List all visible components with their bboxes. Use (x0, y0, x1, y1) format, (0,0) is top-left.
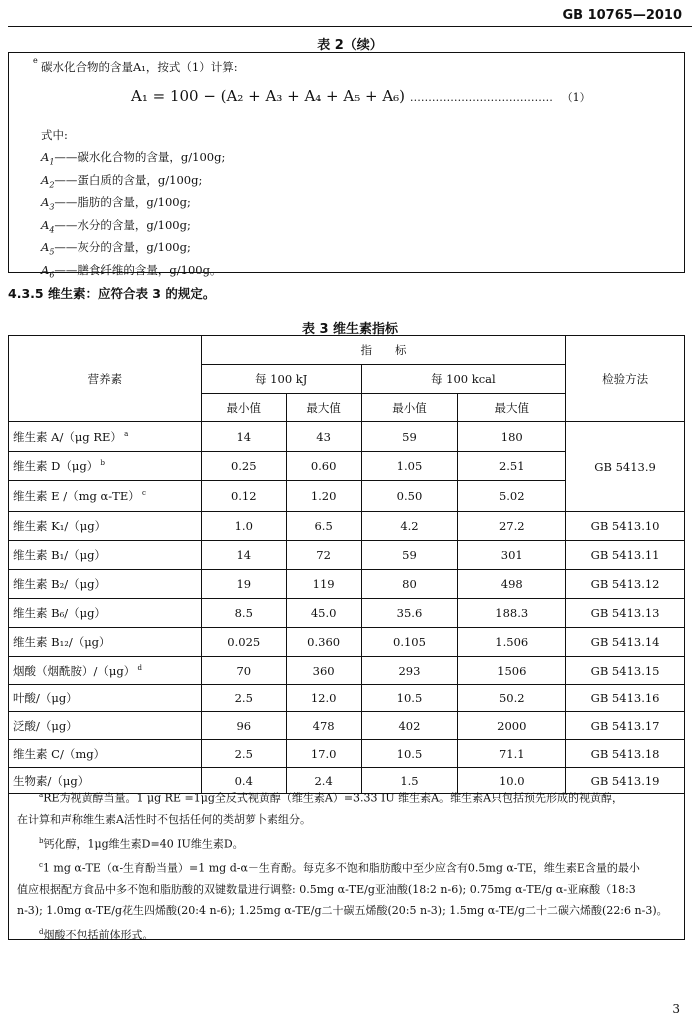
kj-min-value: 96 (201, 712, 286, 740)
test-method: GB 5413.17 (566, 712, 685, 740)
kcal-min-value: 59 (361, 422, 458, 452)
test-method: GB 5413.9 (566, 422, 685, 512)
kcal-max-value: 2000 (458, 712, 566, 740)
kcal-min-value: 10.5 (361, 685, 458, 712)
kj-max-value: 0.60 (286, 452, 361, 481)
footnote-line (17, 855, 680, 879)
variable-subscript: 6 (49, 269, 55, 279)
footnote-text: 钙化醇，1μg维生素D=40 IU维生素D。 (43, 837, 244, 851)
footnote-ref: a (121, 429, 129, 438)
table-row (9, 628, 685, 657)
variable-description: ——膳食纤维的含量，g/100g。 (54, 262, 222, 277)
footnote-mark: a (39, 791, 44, 799)
kcal-max-value: 50.2 (458, 685, 566, 712)
kj-min-value: 0.25 (201, 452, 286, 481)
kj-min-value: 2.5 (201, 740, 286, 768)
kcal-max-value: 180 (458, 422, 566, 452)
test-method: GB 5413.15 (566, 657, 685, 685)
footnote-line (17, 879, 680, 901)
vitamin-table (8, 335, 685, 794)
footnote-text: 值应根据配方食品中多不饱和脂肪酸的双键数量进行调整: 0.5mg α-TE/g亚油酸(18:2 n-6); 0.75mg α-TE/g α-亚麻酸（18:3 (17, 882, 636, 896)
kcal-min-value: 0.105 (361, 628, 458, 657)
variable-description: ——碳水化合物的含量，g/100g; (54, 150, 226, 164)
variable-definition (41, 217, 191, 234)
nutrient-name: 维生素 K₁/（μg） (9, 512, 202, 541)
variable-symbol: A (41, 150, 50, 164)
variable-description: ——灰分的含量，g/100g; (54, 240, 191, 254)
kcal-min-value: 80 (361, 570, 458, 599)
header-method: 检验方法 (566, 336, 685, 422)
test-method: GB 5413.19 (566, 768, 685, 794)
kj-min-value: 0.12 (201, 481, 286, 512)
kj-min-value: 8.5 (201, 599, 286, 628)
kj-min-value: 14 (201, 541, 286, 570)
variable-symbol: A (41, 262, 50, 277)
nutrient-name: 维生素 D（μg） $^b$ (9, 452, 202, 481)
kcal-min-value: 10.5 (361, 740, 458, 768)
kj-max-value: 2.4 (286, 768, 361, 794)
variable-subscript: 3 (49, 202, 55, 212)
nutrient-name: 烟酸（烟酰胺）/（μg） $^d$ (9, 657, 202, 685)
nutrient-name: 生物素/（μg） (9, 768, 202, 794)
kcal-min-value: 293 (361, 657, 458, 685)
footnote-text: 1 mg α-TE（α-生育酚当量）=1 mg d-α－生育酚。每克多不饱和脂肪酸中至少应含有0.5mg α-TE，维生素E含量的最小 (42, 861, 640, 875)
kj-min-value: 19 (201, 570, 286, 599)
kj-min-value: 1.0 (201, 512, 286, 541)
footnote-text: RE为视黄醇当量。1 μg RE =1μg全反式视黄醇（维生素A）=3.33 IU 维生素A。维生素A只包括预先形成的视黄醇， (43, 791, 624, 805)
kcal-min-value: 1.5 (361, 768, 458, 794)
footnote-line (17, 922, 680, 946)
kcal-min-value: 1.05 (361, 452, 458, 481)
kcal-max-value: 1.506 (458, 628, 566, 657)
footnote-marker: e (33, 56, 38, 65)
kcal-max-value: 301 (458, 541, 566, 570)
formula-leader-dots: ………………………………… (409, 91, 553, 104)
variable-description: ——水分的含量，g/100g; (54, 217, 191, 232)
kj-min-value: 2.5 (201, 685, 286, 712)
test-method: GB 5413.18 (566, 740, 685, 768)
variable-description: ——蛋白质的含量，g/100g; (54, 172, 203, 187)
nutrient-name: 泛酸/（μg） (9, 712, 202, 740)
kj-max-value: 72 (286, 541, 361, 570)
where-label: 式中: (41, 128, 68, 142)
footnote-text: 在计算和声称维生素A活性时不包括任何的类胡萝卜素组分。 (17, 813, 311, 827)
page-number: 3 (672, 1002, 680, 1016)
variable-definition (41, 262, 221, 279)
footnote-mark: c (39, 860, 43, 869)
test-method: GB 5413.14 (566, 628, 685, 657)
table-row (9, 541, 685, 570)
table-row (9, 657, 685, 685)
nutrient-name: 维生素 B₂/（μg） (9, 570, 202, 599)
footnote-line (17, 831, 680, 855)
header-rule (8, 26, 692, 27)
kcal-min-value: 59 (361, 541, 458, 570)
header-nutrient: 营养素 (9, 336, 202, 422)
header-indicator: 指 标 (201, 336, 565, 365)
variable-subscript: 2 (49, 179, 55, 189)
kj-max-value: 12.0 (286, 685, 361, 712)
test-method: GB 5413.12 (566, 570, 685, 599)
kj-max-value: 0.360 (286, 628, 361, 657)
kcal-max-value: 71.1 (458, 740, 566, 768)
footnote-line (17, 900, 680, 922)
kcal-min-value: 0.50 (361, 481, 458, 512)
footnote-line (17, 785, 680, 809)
header-per-100kcal: 每 100 kcal (361, 365, 566, 394)
variable-subscript: 1 (49, 157, 55, 167)
test-method: GB 5413.10 (566, 512, 685, 541)
nutrient-name: 维生素 A/（μg RE） $^a$ (9, 422, 202, 452)
footnote-line (17, 809, 680, 831)
test-method: GB 5413.13 (566, 599, 685, 628)
table2-title: 表 2（续） (317, 38, 383, 53)
kcal-max-value: 188.3 (458, 599, 566, 628)
footnote-ref: c (139, 489, 146, 498)
variable-description: ——脂肪的含量，g/100g; (54, 195, 191, 209)
variable-subscript: 5 (49, 247, 55, 257)
kcal-max-value: 27.2 (458, 512, 566, 541)
formula-number: （1） (561, 91, 591, 104)
kcal-min-value: 402 (361, 712, 458, 740)
kj-max-value: 1.20 (286, 481, 361, 512)
footnote-ref: d (135, 663, 142, 672)
table-row (9, 570, 685, 599)
kj-max-value: 45.0 (286, 599, 361, 628)
variable-symbol: A (41, 240, 50, 254)
footnote-ref: b (98, 459, 105, 468)
variable-definition (41, 239, 191, 256)
footnote-text: n-3); 1.0mg α-TE/g花生四烯酸(20:4 n-6); 1.25mg α-TE/g二十碳五烯酸(20:5 n-3); 1.5mg α-TE/g二十二碳六烯酸(22:6 n-3)。 (17, 904, 668, 918)
table-row (9, 712, 685, 740)
variable-definition (41, 149, 225, 166)
kcal-max-value: 1506 (458, 657, 566, 685)
kj-max-value: 17.0 (286, 740, 361, 768)
nutrient-name: 维生素 B₁₂/（μg） (9, 628, 202, 657)
footnote-mark: d (39, 927, 44, 936)
kj-min-value: 14 (201, 422, 286, 452)
table-row (9, 740, 685, 768)
nutrient-name: 维生素 C/（mg） (9, 740, 202, 768)
kj-min-value: 0.025 (201, 628, 286, 657)
variable-symbol: A (41, 195, 50, 209)
footnote-text: 烟酸不包括前体形式。 (43, 928, 154, 942)
header-kcal-max: 最大值 (458, 394, 566, 422)
carbohydrate-formula (131, 87, 591, 105)
test-method: GB 5413.16 (566, 685, 685, 712)
nutrient-name: 维生素 E /（mg α-TE） $^c$ (9, 481, 202, 512)
nutrient-name: 叶酸/（μg） (9, 685, 202, 712)
variable-symbol: A (41, 217, 50, 232)
kcal-min-value: 35.6 (361, 599, 458, 628)
standard-id: GB 10765—2010 (562, 8, 682, 23)
kj-max-value: 43 (286, 422, 361, 452)
kj-max-value: 6.5 (286, 512, 361, 541)
kj-max-value: 478 (286, 712, 361, 740)
nutrient-name: 维生素 B₆/（μg） (9, 599, 202, 628)
nutrient-name: 维生素 B₁/（μg） (9, 541, 202, 570)
variable-subscript: 4 (49, 224, 55, 234)
header-kj-min: 最小值 (201, 394, 286, 422)
table-row (9, 512, 685, 541)
table-row (9, 685, 685, 712)
carbohydrate-intro: e 碳水化合物的含量A₁，按式（1）计算: (33, 56, 238, 74)
kj-max-value: 360 (286, 657, 361, 685)
variable-definition (41, 194, 191, 211)
kj-min-value: 0.4 (201, 768, 286, 794)
kj-max-value: 119 (286, 570, 361, 599)
header-kj-max: 最大值 (286, 394, 361, 422)
table2-continuation-box (8, 52, 685, 279)
kcal-max-value: 5.02 (458, 481, 566, 512)
variable-symbol: A (41, 172, 50, 187)
formula-expression: A₁ = 100 − (A₂ + A₃ + A₄ + A₅ + A₆) (131, 87, 406, 105)
table-row (9, 422, 685, 452)
table-row (9, 599, 685, 628)
test-method: GB 5413.11 (566, 541, 685, 570)
kcal-max-value: 10.0 (458, 768, 566, 794)
section-4-3-5: 4.3.5 维生素：应符合表 3 的规定。 (8, 286, 216, 301)
table3-footnotes (8, 785, 685, 940)
footnote-mark: b (39, 836, 44, 845)
kcal-max-value: 498 (458, 570, 566, 599)
header-per-100kj: 每 100 kJ (201, 365, 361, 394)
kcal-max-value: 2.51 (458, 452, 566, 481)
table3-title: 表 3 维生素指标 (301, 322, 399, 337)
kj-min-value: 70 (201, 657, 286, 685)
variable-definition (41, 172, 202, 189)
kcal-min-value: 4.2 (361, 512, 458, 541)
header-kcal-min: 最小值 (361, 394, 458, 422)
